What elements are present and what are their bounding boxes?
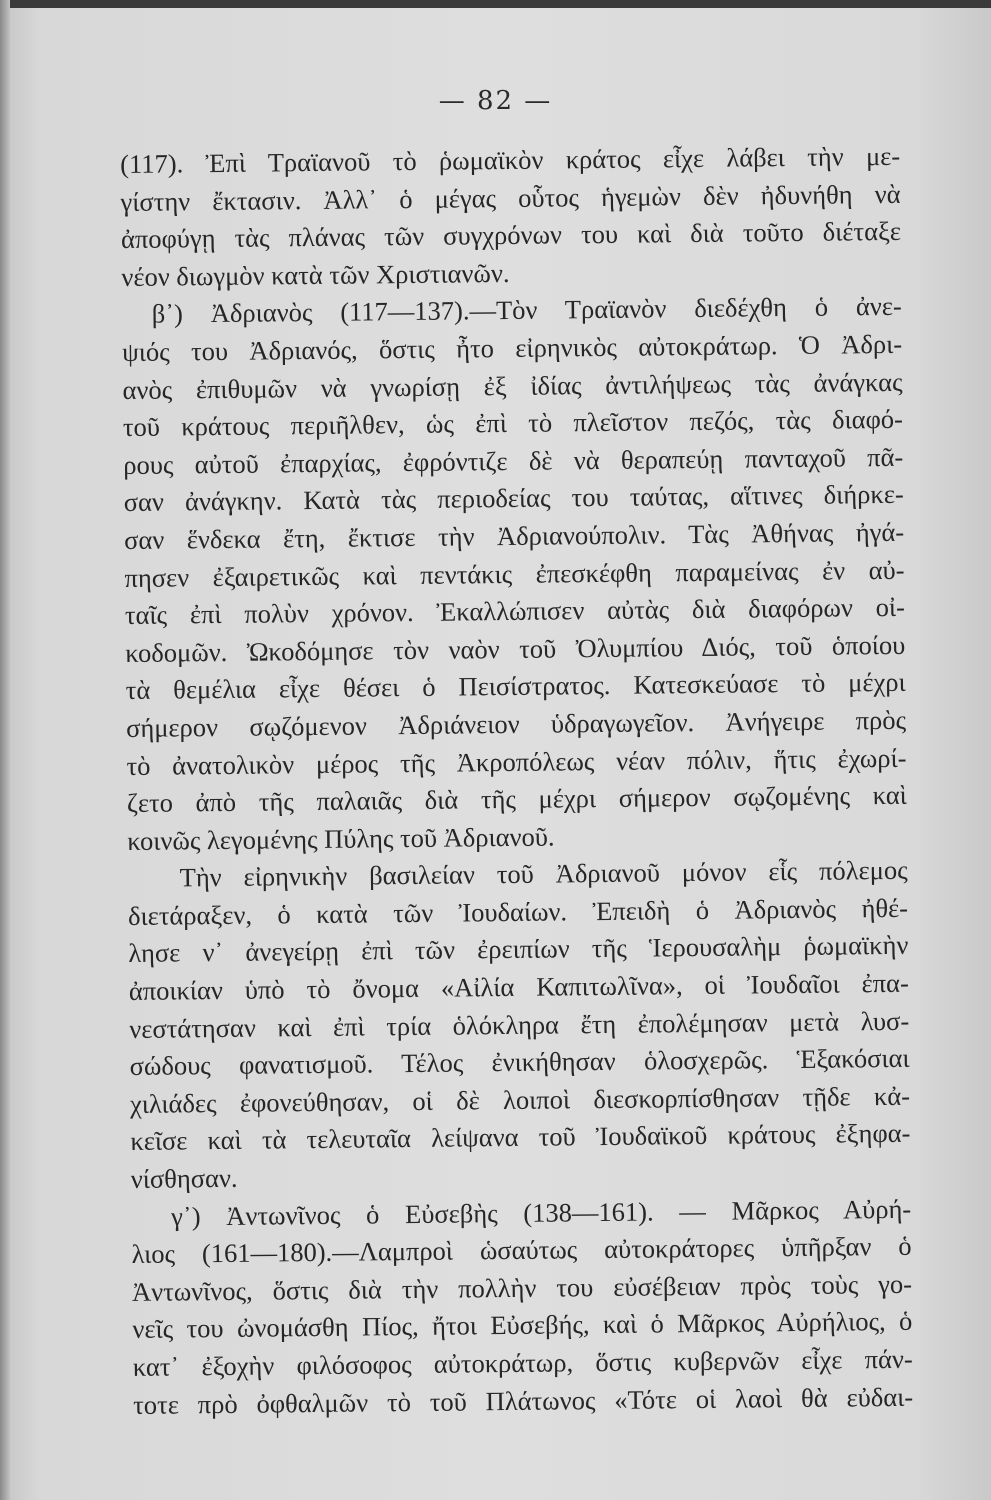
text-line: κοδομῶν. Ὠκοδόμησε τὸν ναὸν τοῦ Ὀλυμπίου Διός, τοῦ ὁποίου	[125, 629, 906, 668]
scan-left-edge	[0, 0, 10, 1500]
body-text	[120, 138, 913, 1424]
text-line: (117). Ἐπὶ Τραϊανοῦ τὸ ῥωμαϊκὸν κράτος εἶχε λάβει τὴν με-	[120, 140, 901, 179]
text-line: σαν ἀνάγκην. Κατὰ τὰς περιοδείας του ταύτας, αἵτινες διήρκε-	[123, 479, 904, 518]
text-line: νεῖς του ὠνομάσθη Πίος, ἤτοι Εὐσεβής, καὶ ὁ Μᾶρκος Αὐρήλιος, ὁ	[132, 1306, 913, 1345]
text-line: τὰ θεμέλια εἶχε θέσει ὁ Πεισίστρατος. Κατεσκεύασε τὸ μέχρι	[125, 667, 906, 706]
text-line: κατ᾽ ἐξοχὴν φιλόσοφος αὐτοκράτωρ, ὅστις κυβερνῶν εἶχε πάν-	[132, 1343, 913, 1382]
text-line: σαν ἕνδεκα ἔτη, ἔκτισε τὴν Ἀδριανούπολιν. Τὰς Ἀθήνας ἠγά-	[123, 516, 905, 555]
paragraph-start-line: Τὴν εἰρηνικὴν βασιλείαν τοῦ Ἀδριανοῦ μόνον εἷς πόλεμος	[179, 855, 908, 893]
text-line: τοτε πρὸ ὀφθαλμῶν τὸ τοῦ Πλάτωνος «Τότε οἱ λαοὶ θὰ εὐδαι-	[133, 1381, 914, 1420]
text-line: κεῖσε καὶ τὰ τελευταῖα λείψανα τοῦ Ἰουδαϊκοῦ κράτους ἐξηφα-	[130, 1118, 911, 1157]
text-line: νέον διωγμὸν κατὰ τῶν Χριστιανῶν.	[121, 257, 510, 292]
text-line: κοινῶς λεγομένης Πύλης τοῦ Ἀδριανοῦ.	[127, 821, 555, 856]
section-heading-line: β᾽) Ἀδριανὸς (117—137).—Τὸν Τραϊανὸν διεδέχθη ὁ ἀνε-	[151, 291, 902, 330]
text-line: ψιός του Ἀδριανός, ὅστις ἦτο εἰρηνικὸς αὐτοκράτωρ. Ὁ Ἀδρι-	[121, 328, 903, 367]
text-line: ἀποφύγῃ τὰς πλάνας τῶν συγχρόνων του καὶ διὰ τοῦτο διέταξε	[120, 216, 902, 255]
text-line: Ἀντωνῖνος, ὅστις διὰ τὴν πολλὴν του εὐσέβειαν πρὸς τοὺς γο-	[131, 1268, 913, 1307]
text-line: λησε ν᾽ ἀνεγείρῃ ἐπὶ τῶν ἐρειπίων τῆς Ἱερουσαλὴμ ῥωμαϊκὴν	[128, 930, 909, 969]
text-line: σήμερον σῳζόμενον Ἀδριάνειον ὑδραγωγεῖον. Ἀνήγειρε πρὸς	[125, 704, 907, 743]
text-line: νεστάτησαν καὶ ἐπὶ τρία ὁλόκληρα ἔτη ἐπολέμησαν μετὰ λυσ-	[129, 1005, 910, 1044]
text-line: χιλιάδες ἐφονεύθησαν, οἱ δὲ λοιποὶ διεσκορπίσθησαν τῇδε κἀ-	[129, 1080, 911, 1119]
text-line: ἀποικίαν ὑπὸ τὸ ὄνομα «Αἰλία Καπιτωλῖνα», οἱ Ἰουδαῖοι ἐπα-	[128, 967, 909, 1007]
text-line: διετάραξεν, ὁ κατὰ τῶν Ἰουδαίων. Ἐπειδὴ ὁ Ἀδριανὸς ἠθέ-	[127, 892, 909, 931]
text-line: ανὸς ἐπιθυμῶν νὰ γνωρίσῃ ἐξ ἰδίας ἀντιλήψεως τὰς ἀνάγκας	[122, 366, 903, 405]
text-line: γίστην ἔκτασιν. Ἀλλ᾽ ὁ μέγας οὗτος ἡγεμὼν δὲν ἠδυνήθη νὰ	[120, 178, 901, 217]
text-line: ρους αὐτοῦ ἐπαρχίας, ἐφρόντιζε δὲ νὰ θεραπεύῃ πανταχοῦ πᾶ-	[123, 441, 904, 480]
text-line: σώδους φανατισμοῦ. Τέλος ἐνικήθησαν ὁλοσχερῶς. Ἑξακόσιαι	[129, 1043, 910, 1082]
text-line: λιος (161—180).—Λαμπροὶ ὡσαύτως αὐτοκράτορες ὑπῆρξαν ὁ	[131, 1230, 912, 1270]
text-line: τὸ ἀνατολικὸν μέρος τῆς Ἀκροπόλεως νέαν πόλιν, ἥτις ἐχωρί-	[126, 742, 907, 781]
scan-top-edge	[0, 0, 991, 8]
text-line: τοῦ κράτους περιῆλθεν, ὡς ἐπὶ τὸ πλεῖστον πεζός, τὰς διαφό-	[122, 403, 904, 443]
text-line: ταῖς ἐπὶ πολὺν χρόνον. Ἐκαλλώπισεν αὐτὰς διὰ διαφόρων οἰ-	[124, 591, 906, 631]
page-number: — 82 —	[438, 86, 553, 116]
section-heading-line: γ᾽) Ἀντωνῖνος ὁ Εὐσεβὴς (138—161). — Μᾶρκος Αὐρή-	[171, 1193, 912, 1232]
text-line: νίσθησαν.	[130, 1162, 238, 1194]
text-line: πησεν ἐξαιρετικῶς καὶ πεντάκις ἐπεσκέφθη παραμείνας ἐν αὐ-	[124, 554, 905, 593]
text-line: ζετο ἀπὸ τῆς παλαιᾶς διὰ τῆς μέχρι σήμερον σῳζομένης καὶ	[126, 779, 907, 819]
